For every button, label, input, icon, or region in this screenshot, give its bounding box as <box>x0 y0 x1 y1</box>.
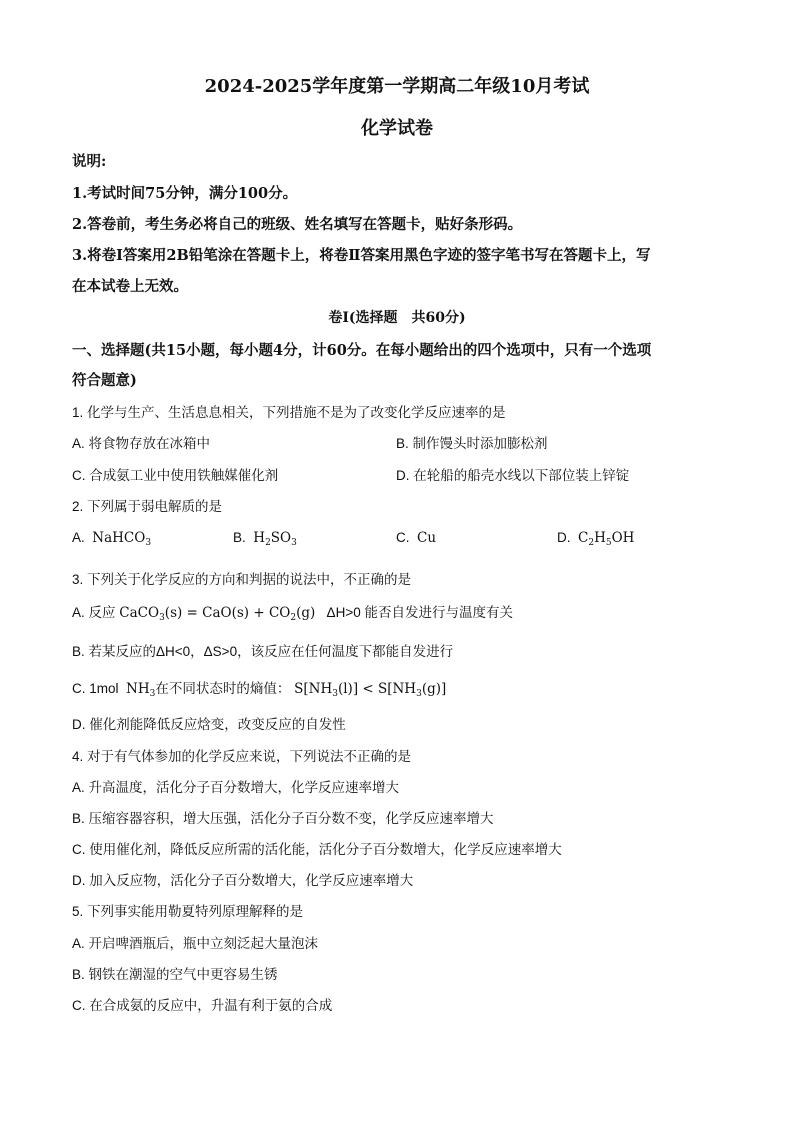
q3-option-a <box>72 601 513 621</box>
q3-option-b: B. 若某反应的ΔH<0，ΔS>0，该反应在任何温度下都能自发进行 <box>72 644 454 659</box>
formula-part: (g)] <box>421 681 447 697</box>
q2-option-a <box>72 530 151 546</box>
formula-part: (g) <box>296 605 316 621</box>
q3-option-a-label: A. 反应 <box>72 605 116 620</box>
formula-sub: 5 <box>605 538 612 548</box>
volume-heading: 卷Ⅰ(选择题 共60分) <box>328 310 466 326</box>
note-2: 2.答卷前，考生务必将自己的班级、姓名填写在答题卡，贴好条形码。 <box>72 216 523 233</box>
formula-part: (l)] < S[NH <box>337 681 417 697</box>
q1-option-a: A. 将食物存放在冰箱中 <box>72 436 211 451</box>
q5-option-a: A. 开启啤酒瓶后，瓶中立刻泛起大量泡沫 <box>72 936 319 951</box>
formula-sub: 2 <box>588 538 595 548</box>
section-heading-a: 一、选择题(共15小题，每小题4分，计60分。在每小题给出的四个选项中，只有一个选项 <box>72 342 652 359</box>
formula-sub: 2 <box>290 613 297 623</box>
q2-option-a-label: A. <box>72 530 85 545</box>
note-3b: 在本试卷上无效。 <box>72 278 188 295</box>
note-1: 1.考试时间75分钟，满分100分。 <box>72 185 298 202</box>
formula-part: SO <box>270 530 292 546</box>
q2-option-c-formula: Cu <box>417 530 437 546</box>
q1-stem: 1. 化学与生产、生活息息相关，下列措施不是为了改变化学反应速率的是 <box>72 405 506 420</box>
formula-sub: 3 <box>149 689 156 699</box>
q1-option-c: C. 合成氨工业中使用铁触媒催化剂 <box>72 468 279 483</box>
q3-option-c-label: C. 1mol <box>72 681 119 696</box>
q2-option-c <box>396 530 436 546</box>
formula-part: (s) = CaO(s) + CO <box>164 605 291 621</box>
q2-option-d-formula <box>578 530 634 546</box>
q3-option-a-text: ΔH>0 能否自发进行与温度有关 <box>326 605 513 620</box>
formula-part: CaCO <box>119 605 160 621</box>
exam-title: 2024-2025学年度第一学期高二年级10月考试 <box>204 76 590 97</box>
q2-option-d-label: D. <box>557 530 571 545</box>
note-3a: 3.将卷Ⅰ答案用2B铅笔涂在答题卡上，将卷Ⅱ答案用黑色字迹的签字笔书写在答题卡上，写 <box>72 247 651 264</box>
q3-option-a-equation <box>119 605 315 621</box>
formula-sub: 3 <box>416 689 422 699</box>
formula-part: H <box>594 530 606 546</box>
q5-option-c: C. 在合成氨的反应中，升温有利于氨的合成 <box>72 998 333 1013</box>
q2-option-a-formula <box>92 530 151 546</box>
q2-option-c-label: C. <box>396 530 410 545</box>
formula-sub: 3 <box>145 538 152 548</box>
q3-option-d: D. 催化剂能降低反应焓变，改变反应的自发性 <box>72 717 346 732</box>
q1-option-d: D. 在轮船的船壳水线以下部位装上锌锭 <box>396 468 630 483</box>
exam-subtitle: 化学试卷 <box>361 118 433 139</box>
formula-sub: 3 <box>159 613 165 623</box>
q4-option-b: B. 压缩容器容积，增大压强，活化分子百分数不变，化学反应速率增大 <box>72 811 494 826</box>
formula-part: OH <box>611 530 635 546</box>
q3-option-c-nh3 <box>126 681 155 697</box>
q5-option-b: B. 钢铁在潮湿的空气中更容易生锈 <box>72 967 278 982</box>
q4-option-d: D. 加入反应物，活化分子百分数增大，化学反应速率增大 <box>72 873 414 888</box>
q3-option-c-text: 在不同状态时的熵值： <box>155 681 291 696</box>
q2-option-b <box>233 530 297 546</box>
q3-stem: 3. 下列关于化学反应的方向和判据的说法中，不正确的是 <box>72 572 412 587</box>
formula-part: NH <box>126 681 150 697</box>
q4-option-a: A. 升高温度，活化分子百分数增大，化学反应速率增大 <box>72 780 400 795</box>
section-heading-b: 符合题意) <box>72 372 137 389</box>
formula-part: S[NH <box>294 681 333 697</box>
q1-option-b: B. 制作馒头时添加膨松剂 <box>396 436 548 451</box>
q4-stem: 4. 对于有气体参加的化学反应来说，下列说法不正确的是 <box>72 749 412 764</box>
q2-option-b-label: B. <box>233 530 246 545</box>
formula-part: H <box>253 530 266 546</box>
formula-sub: 3 <box>291 538 297 548</box>
q4-option-c: C. 使用催化剂，降低反应所需的活化能，活化分子百分数增大，化学反应速率增大 <box>72 842 562 857</box>
q3-option-c-entropy <box>294 681 446 697</box>
q2-stem: 2. 下列属于弱电解质的是 <box>72 499 223 514</box>
q3-option-c <box>72 677 446 697</box>
q5-stem: 5. 下列事实能用勒夏特列原理解释的是 <box>72 904 304 919</box>
formula-part: NaHCO <box>92 530 146 546</box>
formula-sub: 2 <box>265 538 271 548</box>
notes-heading: 说明: <box>72 153 107 170</box>
q2-option-b-formula <box>253 530 297 546</box>
q2-option-d <box>557 530 634 546</box>
formula-part: C <box>578 530 589 546</box>
formula-sub: 3 <box>332 689 338 699</box>
